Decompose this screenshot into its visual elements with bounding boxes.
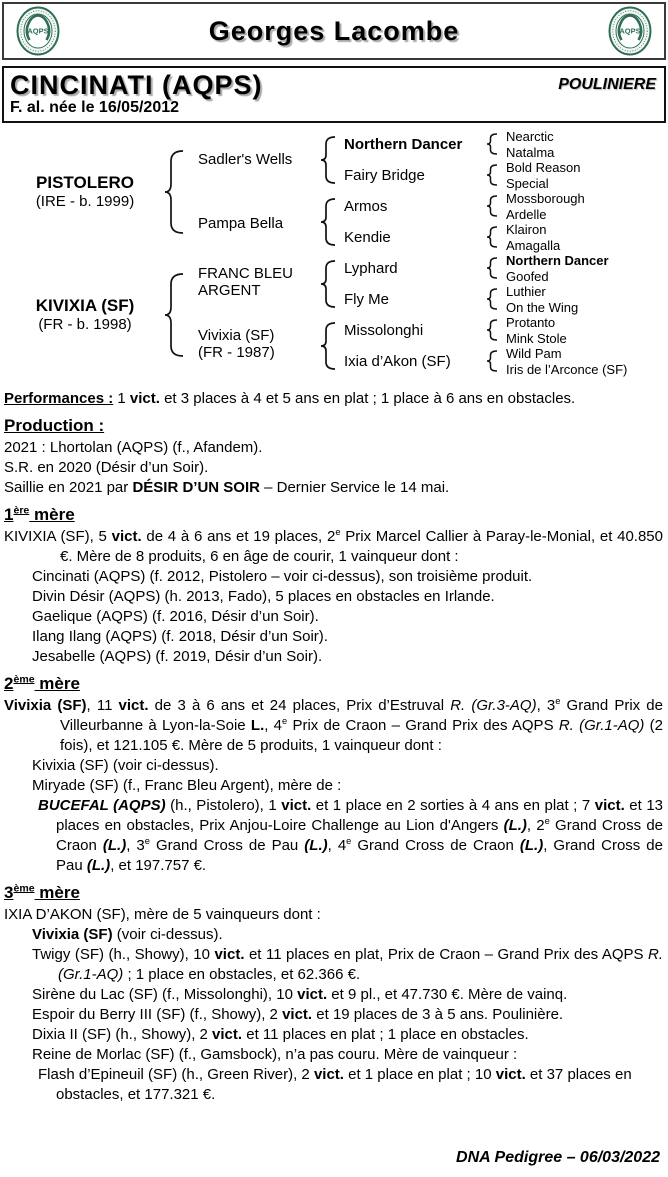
pedigree-gen2-entry: FRANC BLEU ARGENT bbox=[198, 265, 294, 299]
document-credit: DNA Pedigree – 06/03/2022 bbox=[456, 1149, 660, 1166]
mare2-heading: 2ème mère bbox=[4, 673, 80, 693]
pedigree-gen3-entry: Lyphard bbox=[344, 260, 398, 277]
horse-name: PISTOLERO bbox=[36, 173, 134, 192]
pedigree-gen4-pair bbox=[506, 191, 666, 222]
mare2-grandfoal: BUCEFAL (AQPS) (h., Pistolero), 1 vict. et 1 place en 2 sorties à 4 ans en plat ; 7 vict. et 13 places en obstacles, Prix Anjou-Loire Challenge au Lion d'Angers (L.), 2e Grand Cross de Craon (L.), 3e Grand Cross de Pau (L.), 4e Grand Cross de Craon (L.), Grand Cross de Pau (L.), et 197.757 €. bbox=[38, 797, 664, 874]
mare2-foal: Kivixia (SF) (voir ci-dessus). bbox=[32, 757, 219, 774]
tree-bracket bbox=[486, 288, 498, 310]
pedigree-gen4-pair bbox=[506, 129, 666, 160]
mare1-foal: Divin Désir (AQPS) (h. 2013, Fado), 5 places en obstacles en Irlande. bbox=[32, 588, 495, 605]
horse-name: Nearctic bbox=[506, 129, 554, 144]
mare1-foal: Gaelique (AQPS) (f. 2016, Désir d’un Soir). bbox=[32, 608, 319, 625]
mare3-foal: Reine de Morlac (SF) (f., Gamsbock), n’a pas couru. Mère de vainqueur : bbox=[32, 1046, 518, 1063]
aqps-logo-right-icon bbox=[608, 6, 652, 56]
tree-bracket bbox=[486, 133, 498, 155]
subject-birth: F. al. née le 16/05/2012 bbox=[10, 99, 180, 116]
pedigree-gen3-entry: Armos bbox=[344, 198, 388, 215]
pedigree-gen3-entry: Missolonghi bbox=[344, 322, 424, 339]
pedigree-gen4-pair bbox=[506, 315, 666, 346]
mare3-foal: Sirène du Lac (SF) (f., Missolonghi), 10 vict. et 9 pl., et 47.730 €. Mère de vainq. bbox=[32, 986, 568, 1003]
tree-bracket bbox=[486, 195, 498, 217]
pedigree-tree bbox=[0, 129, 668, 387]
tree-bracket bbox=[164, 150, 184, 234]
tree-bracket bbox=[320, 322, 336, 370]
mare1-foal: Jesabelle (AQPS) (f. 2019, Désir d’un Soir). bbox=[32, 648, 323, 665]
subject-status: POULINIERE bbox=[558, 76, 656, 93]
pedigree-gen3-entry: Fly Me bbox=[344, 291, 389, 308]
mare3-foal: Espoir du Berry III (SF) (f., Showy), 2 vict. et 19 places de 3 à 5 ans. Poulinière. bbox=[32, 1006, 564, 1023]
tree-bracket bbox=[164, 273, 184, 357]
horse-name: On the Wing bbox=[506, 299, 579, 315]
mare3-foal: Dixia II (SF) (h., Showy), 2 vict. et 11 places en plat ; 1 place en obstacles. bbox=[32, 1026, 529, 1043]
logo-text: AQPS bbox=[27, 26, 49, 36]
pedigree-sire bbox=[10, 173, 160, 211]
tree-bracket bbox=[320, 260, 336, 308]
horse-name: Mossborough bbox=[506, 191, 585, 206]
pedigree-gen2-entry bbox=[198, 327, 318, 361]
tree-bracket bbox=[320, 198, 336, 246]
performances-paragraph: Performances : 1 vict. et 3 places à 4 et 5 ans en plat ; 1 place à 6 ans en obstacles. bbox=[4, 390, 576, 407]
pedigree-gen3-entry: Kendie bbox=[344, 229, 391, 246]
horse-name: Vivixia (SF) bbox=[198, 327, 275, 344]
body-text bbox=[0, 389, 668, 1105]
horse-origin: (IRE - b. 1999) bbox=[35, 193, 135, 210]
horse-name: Special bbox=[506, 175, 549, 191]
pedigree-gen2-entry: Pampa Bella bbox=[198, 215, 284, 232]
horse-name: Bold Reason bbox=[506, 160, 581, 175]
horse-name: Natalma bbox=[506, 144, 555, 160]
mare1-heading: 1ère mère bbox=[4, 504, 75, 524]
horse-name: KIVIXIA (SF) bbox=[35, 296, 135, 315]
pedigree-gen4-pair bbox=[506, 253, 666, 284]
tree-bracket bbox=[320, 136, 336, 184]
horse-name: Iris de l’Arconce (SF) bbox=[506, 361, 628, 377]
horse-name: Ardelle bbox=[506, 206, 547, 222]
horse-origin: (FR - 1987) bbox=[198, 344, 275, 361]
pedigree-gen4-pair bbox=[506, 160, 666, 191]
logo-text: AQPS bbox=[619, 26, 641, 36]
horse-name: Amagalla bbox=[506, 237, 561, 253]
mare2-dam: Vivixia (SF), 11 vict. de 3 à 6 ans et 24 places, Prix d’Estruval R. (Gr.3-AQ), 3e Grand Prix de Villeurbanne à Lyon-la-Soie L., 4e Prix de Craon – Grand Prix des AQPS R. (Gr.1-AQ) (2 fois), et 121.105 €. Mère de 5 produits, 1 vainqueur dont : bbox=[4, 696, 663, 754]
horse-name: Klairon bbox=[506, 222, 547, 237]
horse-origin: (FR - b. 1998) bbox=[38, 316, 132, 333]
mare1-foal: Ilang Ilang (AQPS) (f. 2018, Désir d’un Soir). bbox=[32, 628, 328, 645]
pedigree-gen3-entry: Northern Dancer bbox=[344, 136, 463, 153]
pedigree-gen4-pair bbox=[506, 284, 666, 315]
document-header bbox=[2, 2, 666, 60]
mare3-grandfoal: Flash d’Epineuil (SF) (h., Green River), 2 vict. et 1 place en plat ; 10 vict. et 37 places en obstacles, et 177.321 €. bbox=[38, 1066, 632, 1103]
horse-name: Goofed bbox=[506, 268, 549, 284]
horse-name: Luthier bbox=[506, 284, 546, 299]
production-line: 2021 : Lhortolan (AQPS) (f., Afandem). bbox=[4, 439, 263, 456]
mare3-foal: Vivixia (SF) (voir ci-dessus). bbox=[32, 926, 223, 943]
tree-bracket bbox=[486, 319, 498, 341]
horse-name: Mink Stole bbox=[506, 330, 567, 346]
tree-bracket bbox=[486, 226, 498, 248]
mare3-foal: Twigy (SF) (h., Showy), 10 vict. et 11 places en plat, Prix de Craon – Grand Prix des AQPS R. (Gr.1-AQ) ; 1 place en obstacles, et 62.366 €. bbox=[32, 946, 663, 983]
tree-bracket bbox=[486, 350, 498, 372]
horse-name: Protanto bbox=[506, 315, 556, 330]
subject-name: CINCINATI (AQPS) bbox=[10, 70, 263, 100]
pedigree-gen4-pair bbox=[506, 346, 666, 377]
production-line: Saillie en 2021 par DÉSIR D’UN SOIR – Dernier Service le 14 mai. bbox=[4, 479, 450, 496]
horse-name: Wild Pam bbox=[506, 346, 562, 361]
mare1-dam: KIVIXIA (SF), 5 vict. de 4 à 6 ans et 19 places, 2e Prix Marcel Callier à Paray-le-Monial, et 40.850 €. Mère de 8 produits, 6 en âge de courir, 1 vainqueur dont : bbox=[4, 527, 663, 565]
pedigree-gen3-entry: Fairy Bridge bbox=[344, 167, 425, 184]
pedigree-gen4-pair bbox=[506, 222, 666, 253]
subject-title-box bbox=[2, 66, 666, 123]
horse-name: Northern Dancer bbox=[506, 253, 609, 268]
production-line: S.R. en 2020 (Désir d’un Soir). bbox=[4, 459, 209, 476]
tree-bracket bbox=[486, 257, 498, 279]
pedigree-gen3-entry: Ixia d’Akon (SF) bbox=[344, 353, 451, 370]
mare3-heading: 3ème mère bbox=[4, 882, 80, 902]
pedigree-gen2-entry: Sadler's Wells bbox=[198, 151, 293, 168]
breeder-name: Georges Lacombe bbox=[208, 15, 460, 46]
aqps-logo-left-icon bbox=[16, 6, 60, 56]
mare2-foal: Miryade (SF) (f., Franc Bleu Argent), mère de : bbox=[32, 777, 342, 794]
production-heading: Production : bbox=[4, 416, 105, 435]
mare1-foal: Cincinati (AQPS) (f. 2012, Pistolero – voir ci-dessus), son troisième produit. bbox=[32, 568, 533, 585]
tree-bracket bbox=[486, 164, 498, 186]
pedigree-dam bbox=[10, 296, 160, 334]
mare3-dam: IXIA D’AKON (SF), mère de 5 vainqueurs dont : bbox=[4, 906, 321, 923]
